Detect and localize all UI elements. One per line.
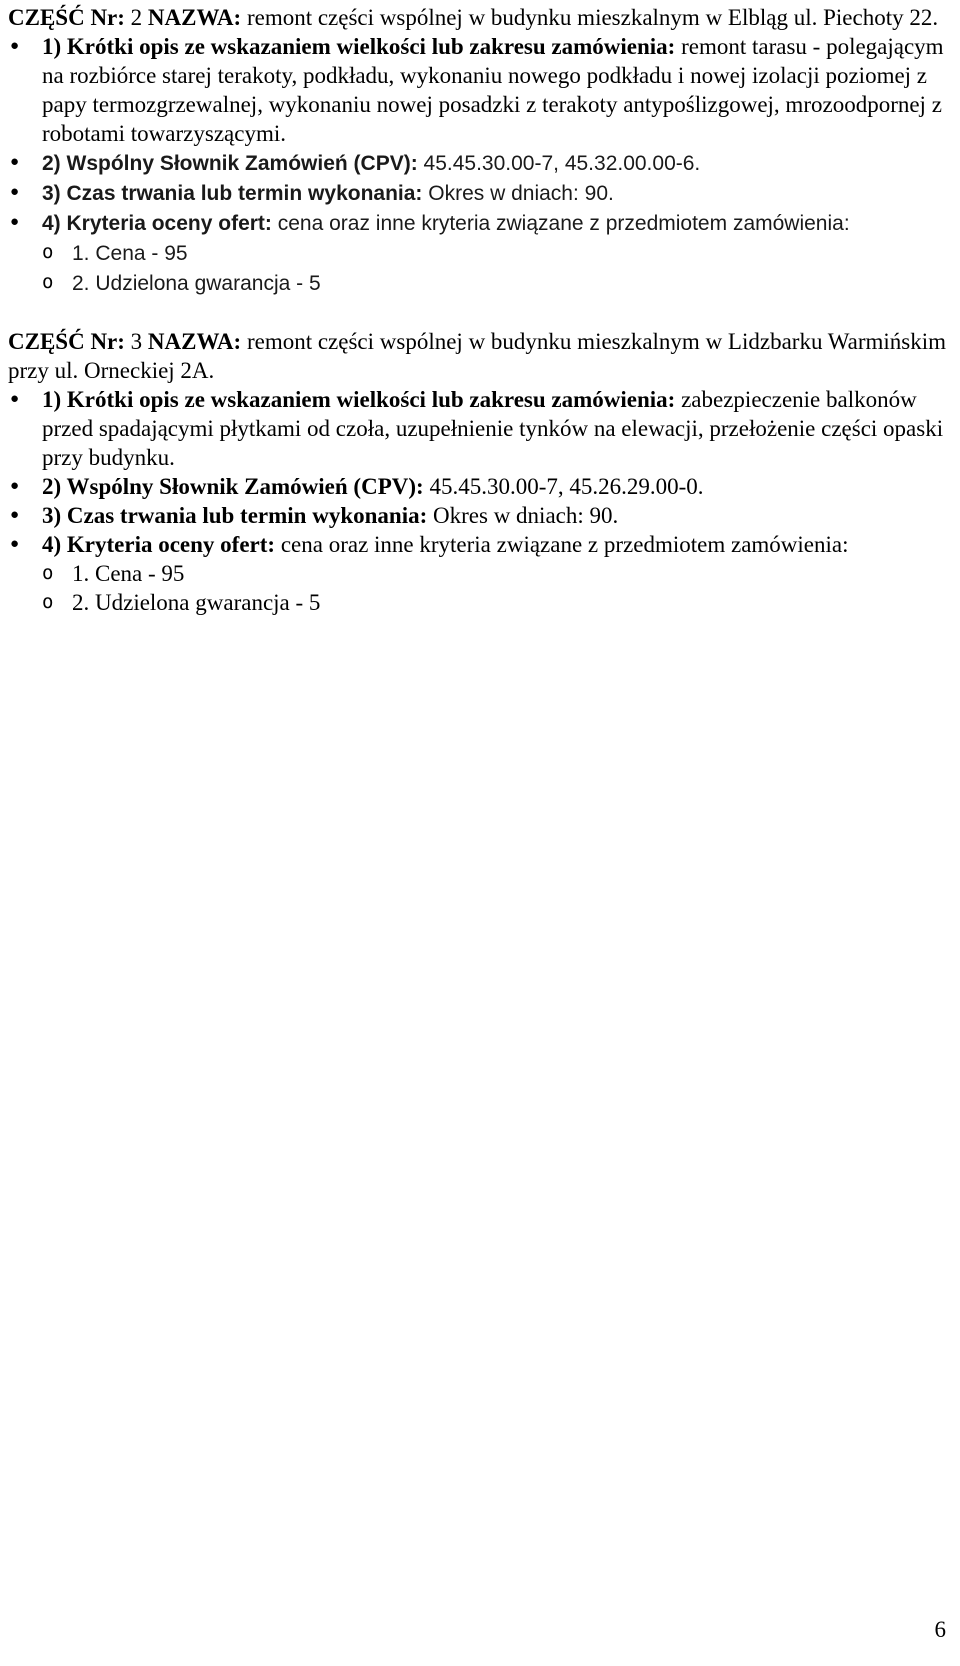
criteria-text: 1. Cena - 95 xyxy=(72,561,185,586)
part-number: 3 xyxy=(124,329,148,354)
bullet-icon: ● xyxy=(10,184,20,200)
page-number: 6 xyxy=(934,1617,946,1642)
part-details-list xyxy=(8,32,948,238)
name-label: NAZWA: xyxy=(147,329,242,354)
list-item-cpv xyxy=(8,472,948,501)
list-item-duration xyxy=(8,501,948,530)
list-item-criteria xyxy=(8,530,948,559)
part-label: CZĘŚĆ Nr: xyxy=(8,329,125,354)
bullet-icon: ● xyxy=(10,536,20,552)
item-label: 1) Krótki opis ze wskazaniem wielkości lub zakresu zamówienia: xyxy=(42,387,676,412)
circle-bullet-icon: o xyxy=(42,562,54,584)
section-heading xyxy=(8,327,948,385)
list-item-cpv xyxy=(8,148,948,178)
item-value: zabezpieczenie balkonów przed spadającymi płytkami od czoła, uzupełnienie tynków na elewacji, przełożenie części opaski przy budynku. xyxy=(42,387,944,470)
item-label: 1) Krótki opis ze wskazaniem wielkości lub zakresu zamówienia: xyxy=(42,34,676,59)
circle-bullet-icon: o xyxy=(42,271,54,293)
section-part-2 xyxy=(8,3,948,298)
section-spacer xyxy=(8,298,948,327)
section-heading xyxy=(8,3,948,32)
list-item-description xyxy=(8,385,948,472)
bullet-icon: ● xyxy=(10,154,20,170)
item-value: Okres w dniach: 90. xyxy=(422,182,614,205)
list-item-description xyxy=(8,32,948,148)
item-value: cena oraz inne kryteria związane z przedmiotem zamówienia: xyxy=(275,532,849,557)
criteria-item xyxy=(8,268,948,298)
item-label: 3) Czas trwania lub termin wykonania: xyxy=(42,503,428,528)
part-label: CZĘŚĆ Nr: xyxy=(8,5,125,30)
item-value: 45.45.30.00-7, 45.26.29.00-0. xyxy=(423,474,704,499)
part-number: 2 xyxy=(124,5,148,30)
section-part-3 xyxy=(8,327,948,617)
item-label: 3) Czas trwania lub termin wykonania: xyxy=(42,182,423,205)
bullet-icon: ● xyxy=(10,214,20,230)
part-details-list xyxy=(8,385,948,559)
bullet-icon: ● xyxy=(10,38,20,54)
criteria-item xyxy=(8,588,948,617)
criteria-text: 1. Cena - 95 xyxy=(72,242,188,265)
item-value: cena oraz inne kryteria związane z przedmiotem zamówienia: xyxy=(271,212,850,235)
circle-bullet-icon: o xyxy=(42,591,54,613)
criteria-text: 2. Udzielona gwarancja - 5 xyxy=(72,590,321,615)
item-label: 4) Kryteria oceny ofert: xyxy=(42,212,272,235)
list-item-duration xyxy=(8,178,948,208)
criteria-item xyxy=(8,559,948,588)
name-label: NAZWA: xyxy=(147,5,242,30)
criteria-list xyxy=(8,238,948,298)
bullet-icon: ● xyxy=(10,391,20,407)
item-value: Okres w dniach: 90. xyxy=(427,503,619,528)
criteria-text: 2. Udzielona gwarancja - 5 xyxy=(72,272,321,295)
item-value: remont tarasu - polegającym na rozbiórce starej terakoty, podkładu, wykonaniu nowego podkładu i nowej izolacji poziomej z papy termozgrzewalnej, wykonaniu nowej posadzki z terakoty antypoślizgowej, mrozoodpornej z robotami towarzyszącymi. xyxy=(42,34,944,146)
part-name: remont części wspólnej w budynku mieszkalnym w Elbląg ul. Piechoty 22. xyxy=(241,5,939,30)
document-page xyxy=(8,3,948,617)
item-label: 2) Wspólny Słownik Zamówień (CPV): xyxy=(42,152,418,175)
item-label: 2) Wspólny Słownik Zamówień (CPV): xyxy=(42,474,424,499)
bullet-icon: ● xyxy=(10,507,20,523)
item-label: 4) Kryteria oceny ofert: xyxy=(42,532,276,557)
bullet-icon: ● xyxy=(10,478,20,494)
list-item-criteria xyxy=(8,208,948,238)
circle-bullet-icon: o xyxy=(42,241,54,263)
criteria-item xyxy=(8,238,948,268)
criteria-list xyxy=(8,559,948,617)
part-name: remont części wspólnej w budynku mieszkalnym w Lidzbarku Warmińskim przy ul. Orneckiej 2A. xyxy=(8,329,947,383)
item-value: 45.45.30.00-7, 45.32.00.00-6. xyxy=(417,152,701,175)
